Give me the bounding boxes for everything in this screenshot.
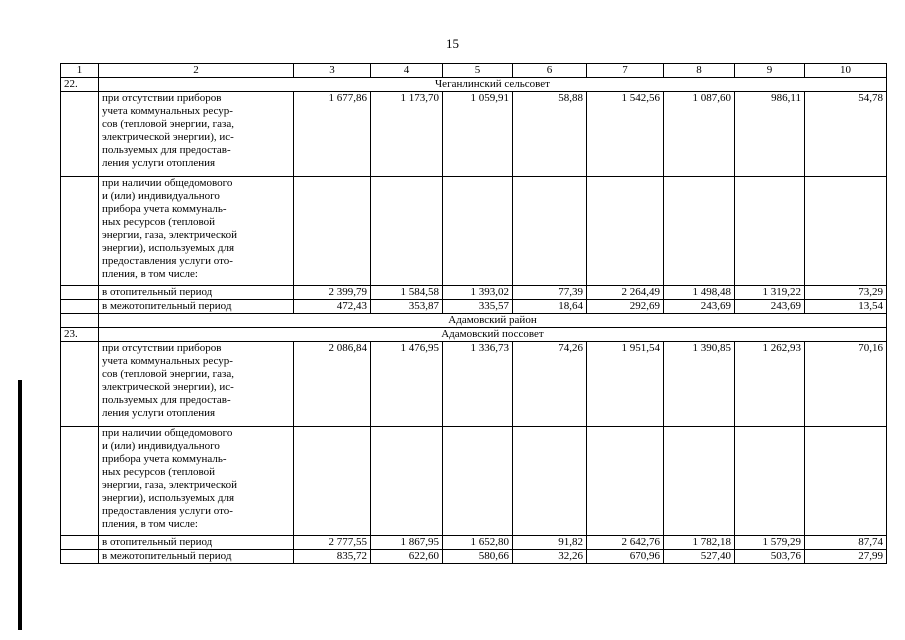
region-row	[61, 314, 887, 328]
value-cell: 18,64	[513, 300, 587, 314]
tariff-table	[60, 63, 887, 564]
value-cell: 1 476,95	[371, 342, 443, 427]
page-number: 15	[446, 36, 459, 51]
value-cell: 1 782,18	[664, 536, 735, 550]
description-line: при отсутствии приборов	[102, 92, 222, 104]
description-line: сов (тепловой энергии, газа,	[102, 118, 234, 130]
column-number: 2	[99, 64, 294, 78]
value-cell: 622,60	[371, 550, 443, 564]
description-line: ных ресурсов (тепловой	[102, 466, 215, 478]
value-cell: 2 086,84	[294, 342, 371, 427]
empty-value-cell	[443, 427, 513, 536]
value-cell: 503,76	[735, 550, 805, 564]
value-cell: 1 584,58	[371, 286, 443, 300]
row-number-cell	[61, 342, 99, 427]
value-cell: 32,26	[513, 550, 587, 564]
interheating-period-row	[61, 300, 887, 314]
value-cell: 1 951,54	[587, 342, 664, 427]
with-meters-description	[99, 427, 294, 536]
row-number-cell	[61, 286, 99, 300]
description-line: учета коммунальных ресур-	[102, 355, 233, 367]
value-cell: 58,88	[513, 92, 587, 177]
value-cell: 1 173,70	[371, 92, 443, 177]
without-meters-row	[61, 342, 887, 427]
row-number-cell	[61, 92, 99, 177]
value-cell: 2 777,55	[294, 536, 371, 550]
row-number: 23.	[61, 328, 99, 342]
municipality-row	[61, 78, 887, 92]
description-line: электрической энергии), ис-	[102, 381, 234, 393]
value-cell: 27,99	[805, 550, 887, 564]
value-cell: 353,87	[371, 300, 443, 314]
value-cell: 2 642,76	[587, 536, 664, 550]
column-number: 5	[443, 64, 513, 78]
without-meters-row	[61, 92, 887, 177]
municipality-name: Адамовский поссовет	[99, 328, 887, 342]
empty-value-cell	[294, 427, 371, 536]
description-line: пользуемых для предостав-	[102, 394, 231, 406]
description-line: энергии), используемых для	[102, 492, 235, 504]
description-line: предоставления услуги ото-	[102, 505, 233, 517]
description-line: при наличии общедомового	[102, 177, 233, 189]
value-cell: 670,96	[587, 550, 664, 564]
description-line: пления, в том числе:	[102, 518, 198, 530]
value-cell: 91,82	[513, 536, 587, 550]
scan-edge-mark	[18, 380, 22, 630]
with-meters-row	[61, 177, 887, 286]
value-cell: 77,39	[513, 286, 587, 300]
description-line: и (или) индивидуального	[102, 440, 220, 452]
description-line: учета коммунальных ресур-	[102, 105, 233, 117]
description-line: энергии), используемых для	[102, 242, 235, 254]
value-cell: 87,74	[805, 536, 887, 550]
description-line: прибора учета коммуналь-	[102, 453, 227, 465]
value-cell: 243,69	[664, 300, 735, 314]
with-meters-row	[61, 427, 887, 536]
row-number-cell	[61, 177, 99, 286]
value-cell: 1 393,02	[443, 286, 513, 300]
column-number-row	[61, 64, 887, 78]
empty-value-cell	[805, 427, 887, 536]
value-cell: 1 390,85	[664, 342, 735, 427]
value-cell: 1 498,48	[664, 286, 735, 300]
value-cell: 527,40	[664, 550, 735, 564]
region-name: Адамовский район	[99, 314, 887, 328]
description-line: электрической энергии), ис-	[102, 131, 234, 143]
empty-value-cell	[735, 177, 805, 286]
heating-period-label: в отопительный период	[99, 286, 294, 300]
empty-value-cell	[513, 177, 587, 286]
interheating-period-label: в межотопительный период	[99, 300, 294, 314]
description-line: и (или) индивидуального	[102, 190, 220, 202]
with-meters-description	[99, 177, 294, 286]
value-cell: 54,78	[805, 92, 887, 177]
value-cell: 2 399,79	[294, 286, 371, 300]
heating-period-row	[61, 286, 887, 300]
row-number-cell	[61, 300, 99, 314]
empty-value-cell	[587, 177, 664, 286]
empty-value-cell	[294, 177, 371, 286]
without-meters-description	[99, 92, 294, 177]
column-number: 8	[664, 64, 735, 78]
value-cell: 1 059,91	[443, 92, 513, 177]
empty-value-cell	[371, 177, 443, 286]
value-cell: 1 087,60	[664, 92, 735, 177]
value-cell: 1 542,56	[587, 92, 664, 177]
column-number: 4	[371, 64, 443, 78]
description-line: при отсутствии приборов	[102, 342, 222, 354]
value-cell: 2 264,49	[587, 286, 664, 300]
column-number: 10	[805, 64, 887, 78]
value-cell: 70,16	[805, 342, 887, 427]
value-cell: 1 867,95	[371, 536, 443, 550]
value-cell: 1 652,80	[443, 536, 513, 550]
row-number: 22.	[61, 78, 99, 92]
description-line: сов (тепловой энергии, газа,	[102, 368, 234, 380]
value-cell: 1 262,93	[735, 342, 805, 427]
description-line: пользуемых для предостав-	[102, 144, 231, 156]
description-line: ных ресурсов (тепловой	[102, 216, 215, 228]
heating-period-row	[61, 536, 887, 550]
value-cell: 73,29	[805, 286, 887, 300]
value-cell: 1 579,29	[735, 536, 805, 550]
description-line: пления, в том числе:	[102, 268, 198, 280]
heating-period-label: в отопительный период	[99, 536, 294, 550]
interheating-period-label: в межотопительный период	[99, 550, 294, 564]
description-line: предоставления услуги ото-	[102, 255, 233, 267]
value-cell: 1 336,73	[443, 342, 513, 427]
empty-value-cell	[664, 177, 735, 286]
municipality-name: Чеганлинский сельсовет	[99, 78, 887, 92]
empty-value-cell	[513, 427, 587, 536]
value-cell: 580,66	[443, 550, 513, 564]
empty-value-cell	[735, 427, 805, 536]
municipality-row	[61, 328, 887, 342]
empty-value-cell	[805, 177, 887, 286]
empty-value-cell	[371, 427, 443, 536]
empty-value-cell	[664, 427, 735, 536]
value-cell: 335,57	[443, 300, 513, 314]
column-number: 3	[294, 64, 371, 78]
interheating-period-row	[61, 550, 887, 564]
value-cell: 1 319,22	[735, 286, 805, 300]
value-cell: 74,26	[513, 342, 587, 427]
column-number: 7	[587, 64, 664, 78]
empty-value-cell	[587, 427, 664, 536]
description-line: при наличии общедомового	[102, 427, 233, 439]
value-cell: 1 677,86	[294, 92, 371, 177]
value-cell: 472,43	[294, 300, 371, 314]
row-number-cell	[61, 536, 99, 550]
row-number-cell	[61, 427, 99, 536]
row-number-cell	[61, 314, 99, 328]
empty-value-cell	[443, 177, 513, 286]
row-number-cell	[61, 550, 99, 564]
value-cell: 292,69	[587, 300, 664, 314]
description-line: энергии, газа, электрической	[102, 479, 238, 491]
description-line: ления услуги отопления	[102, 157, 216, 169]
value-cell: 13,54	[805, 300, 887, 314]
value-cell: 986,11	[735, 92, 805, 177]
description-line: энергии, газа, электрической	[102, 229, 238, 241]
value-cell: 243,69	[735, 300, 805, 314]
column-number: 1	[61, 64, 99, 78]
column-number: 9	[735, 64, 805, 78]
description-line: ления услуги отопления	[102, 407, 216, 419]
description-line: прибора учета коммуналь-	[102, 203, 227, 215]
column-number: 6	[513, 64, 587, 78]
without-meters-description	[99, 342, 294, 427]
value-cell: 835,72	[294, 550, 371, 564]
